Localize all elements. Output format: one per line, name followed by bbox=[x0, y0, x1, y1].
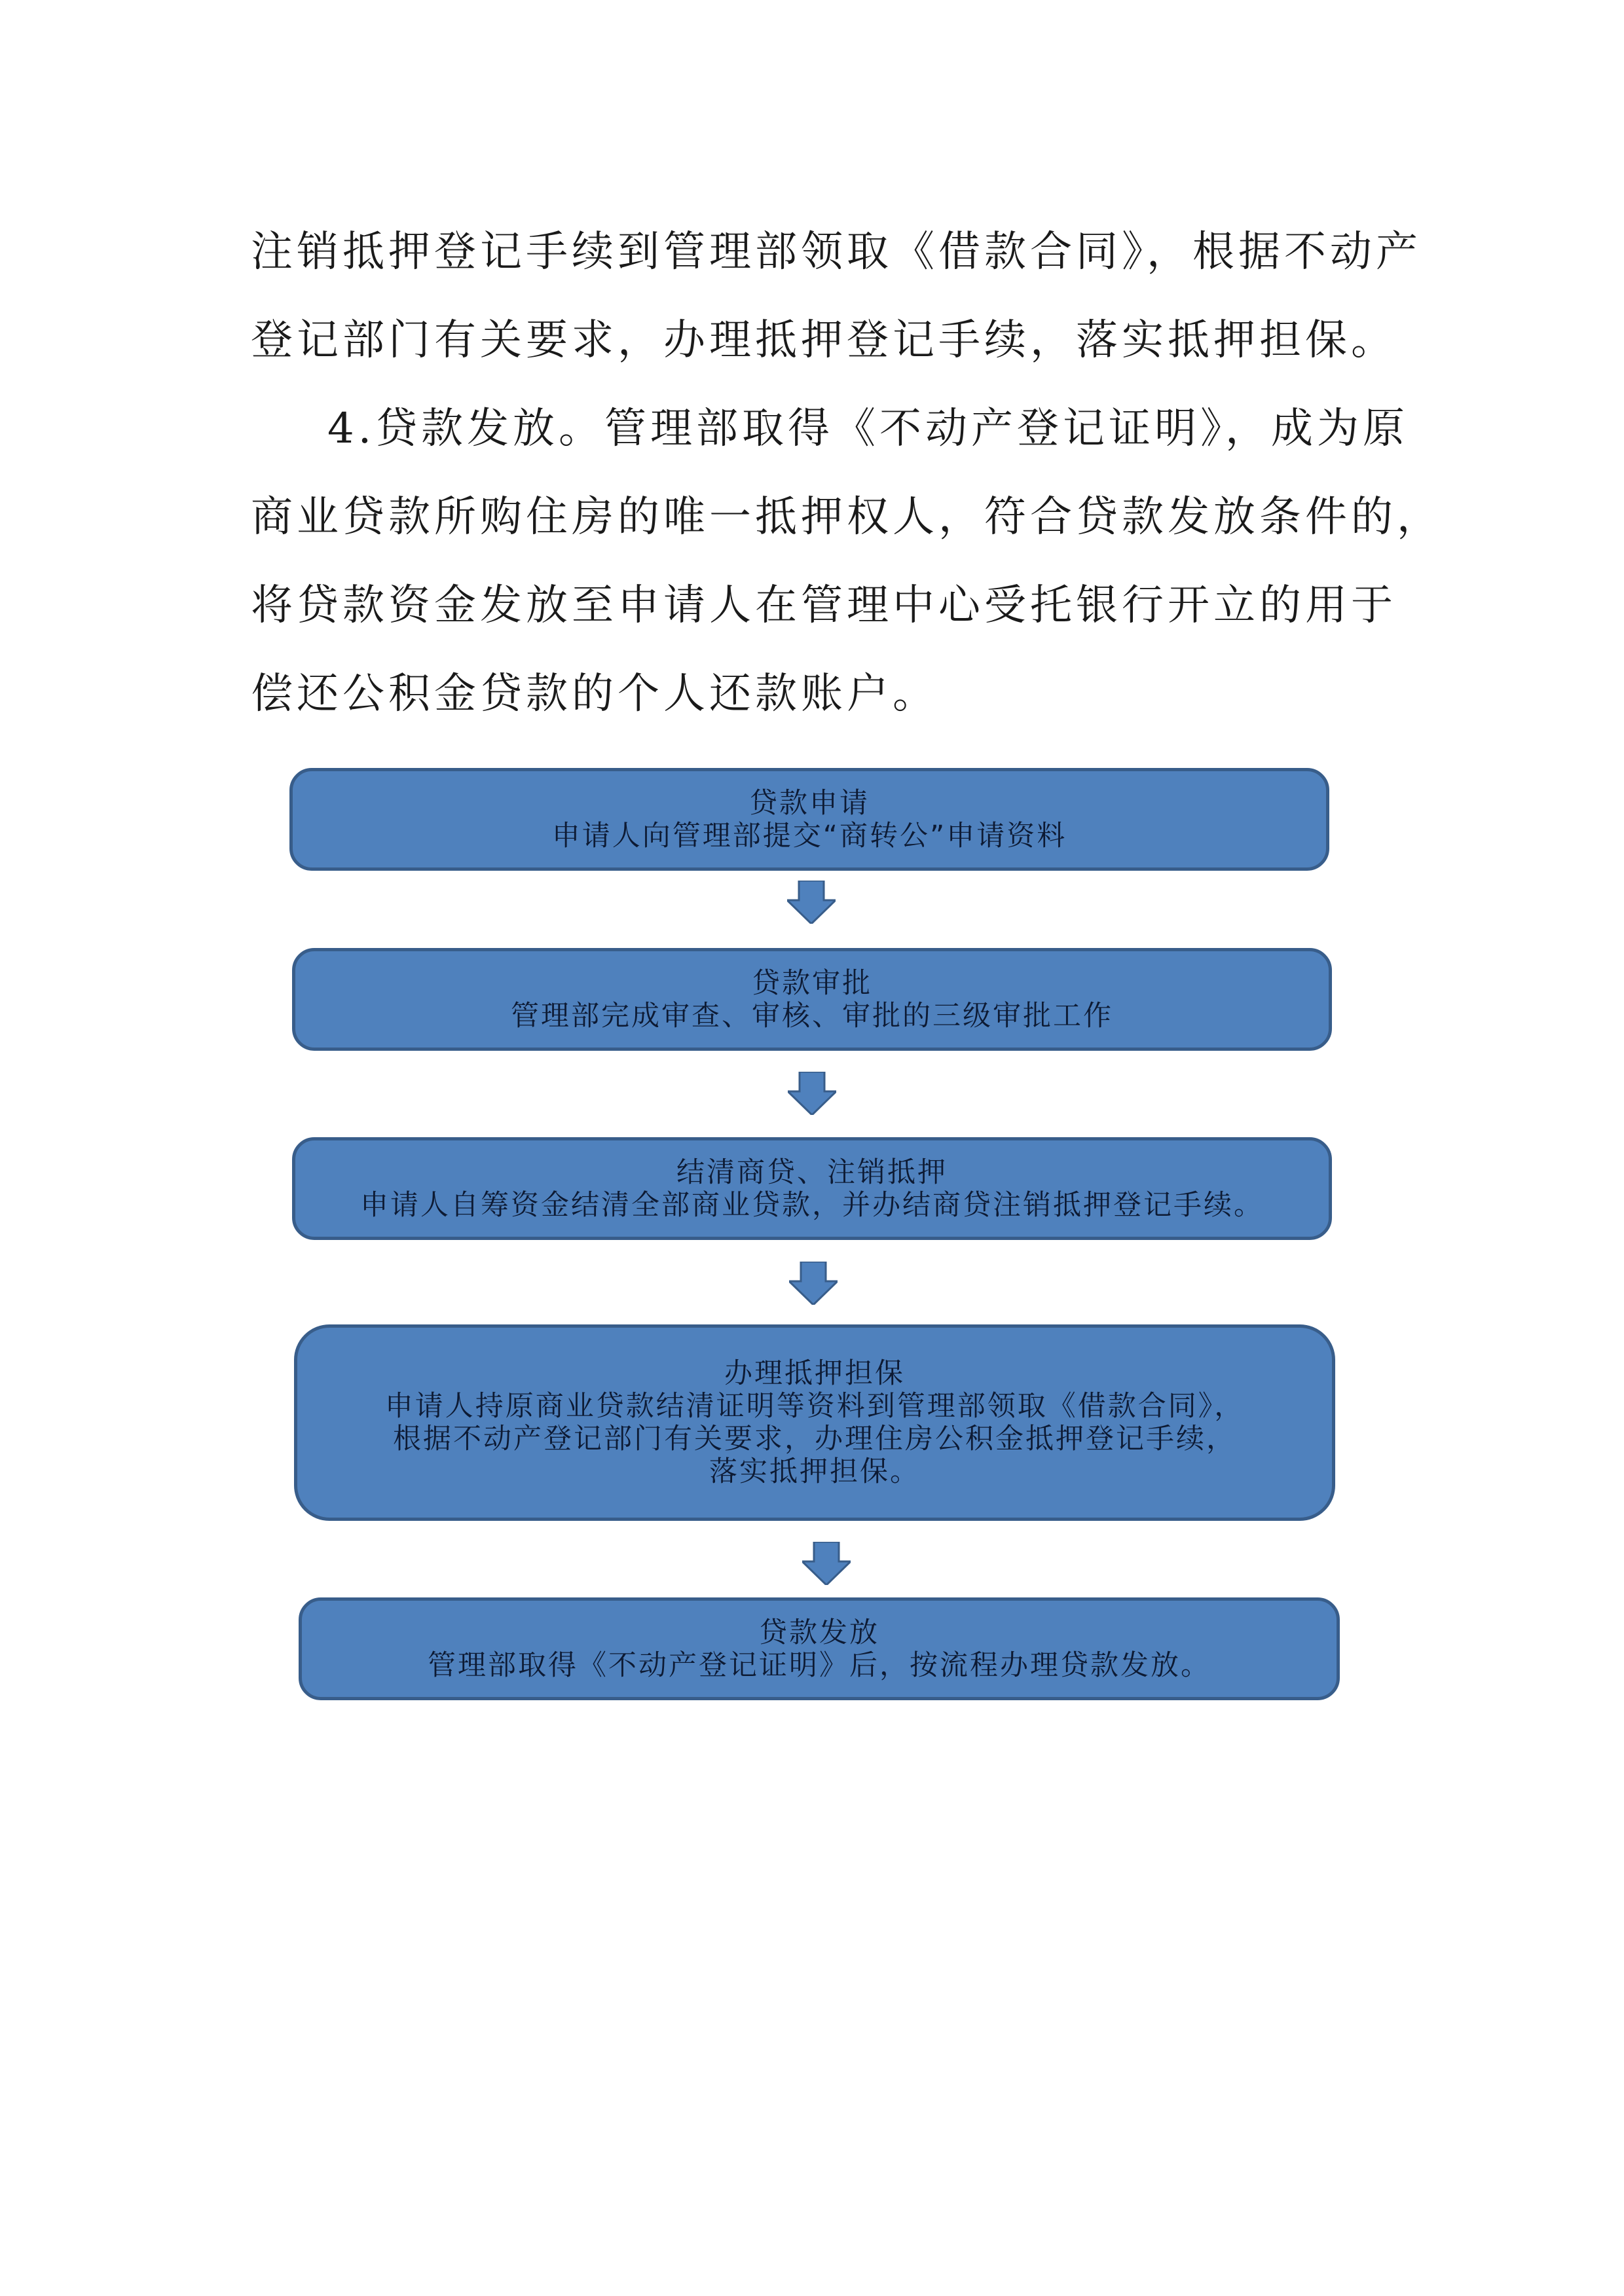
paragraph-line-3: 4.贷款发放。管理部取得《不动产登记证明》，成为原 bbox=[327, 405, 1409, 453]
down-arrow-icon bbox=[787, 881, 836, 924]
paragraph-line-2: 登记部门有关要求，办理抵押登记手续，落实抵押担保。 bbox=[251, 316, 1397, 365]
flow-step-title: 办理抵押担保 bbox=[724, 1357, 905, 1390]
flow-step-text: 根据不动产登记部门有关要求，办理住房公积金抵押登记手续， bbox=[393, 1423, 1236, 1455]
flow-step-title: 结清商贷、注销抵押 bbox=[676, 1156, 948, 1189]
down-arrow-icon bbox=[788, 1072, 836, 1115]
paragraph-line-6: 偿还公积金贷款的个人还款账户。 bbox=[251, 670, 938, 718]
flow-step-text: 申请人向管理部提交“商转公”申请资料 bbox=[551, 819, 1067, 852]
flow-step-loan-disbursement bbox=[299, 1597, 1340, 1700]
flow-step-title: 贷款申请 bbox=[749, 786, 870, 820]
flow-step-text: 申请人持原商业贷款结清证明等资料到管理部领取《借款合同》， bbox=[384, 1390, 1245, 1423]
paragraph-line-5: 将贷款资金发放至申请人在管理中心受托银行开立的用于 bbox=[251, 581, 1397, 630]
paragraph-line-1: 注销抵押登记手续到管理部领取《借款合同》，根据不动产 bbox=[251, 228, 1422, 276]
flow-step-loan-approval bbox=[292, 948, 1332, 1051]
flow-step-title: 贷款发放 bbox=[759, 1616, 879, 1649]
flow-step-title: 贷款审批 bbox=[752, 966, 872, 1000]
flow-step-text: 管理部取得《不动产登记证明》后，按流程办理贷款发放。 bbox=[428, 1649, 1211, 1682]
down-arrow-icon bbox=[789, 1262, 838, 1305]
paragraph-line-4: 商业贷款所购住房的唯一抵押权人，符合贷款发放条件的， bbox=[251, 493, 1443, 541]
flow-step-settle-commercial-loan bbox=[292, 1137, 1332, 1240]
flow-step-text: 申请人自筹资金结清全部商业贷款，并办结商贷注销抵押登记手续。 bbox=[360, 1188, 1264, 1222]
flow-step-text: 管理部完成审查、审核、审批的三级审批工作 bbox=[511, 999, 1113, 1032]
flow-step-loan-application bbox=[289, 768, 1329, 871]
flow-step-mortgage-guarantee bbox=[294, 1324, 1335, 1521]
down-arrow-icon bbox=[802, 1542, 851, 1585]
flow-step-text: 落实抵押担保。 bbox=[709, 1455, 920, 1488]
